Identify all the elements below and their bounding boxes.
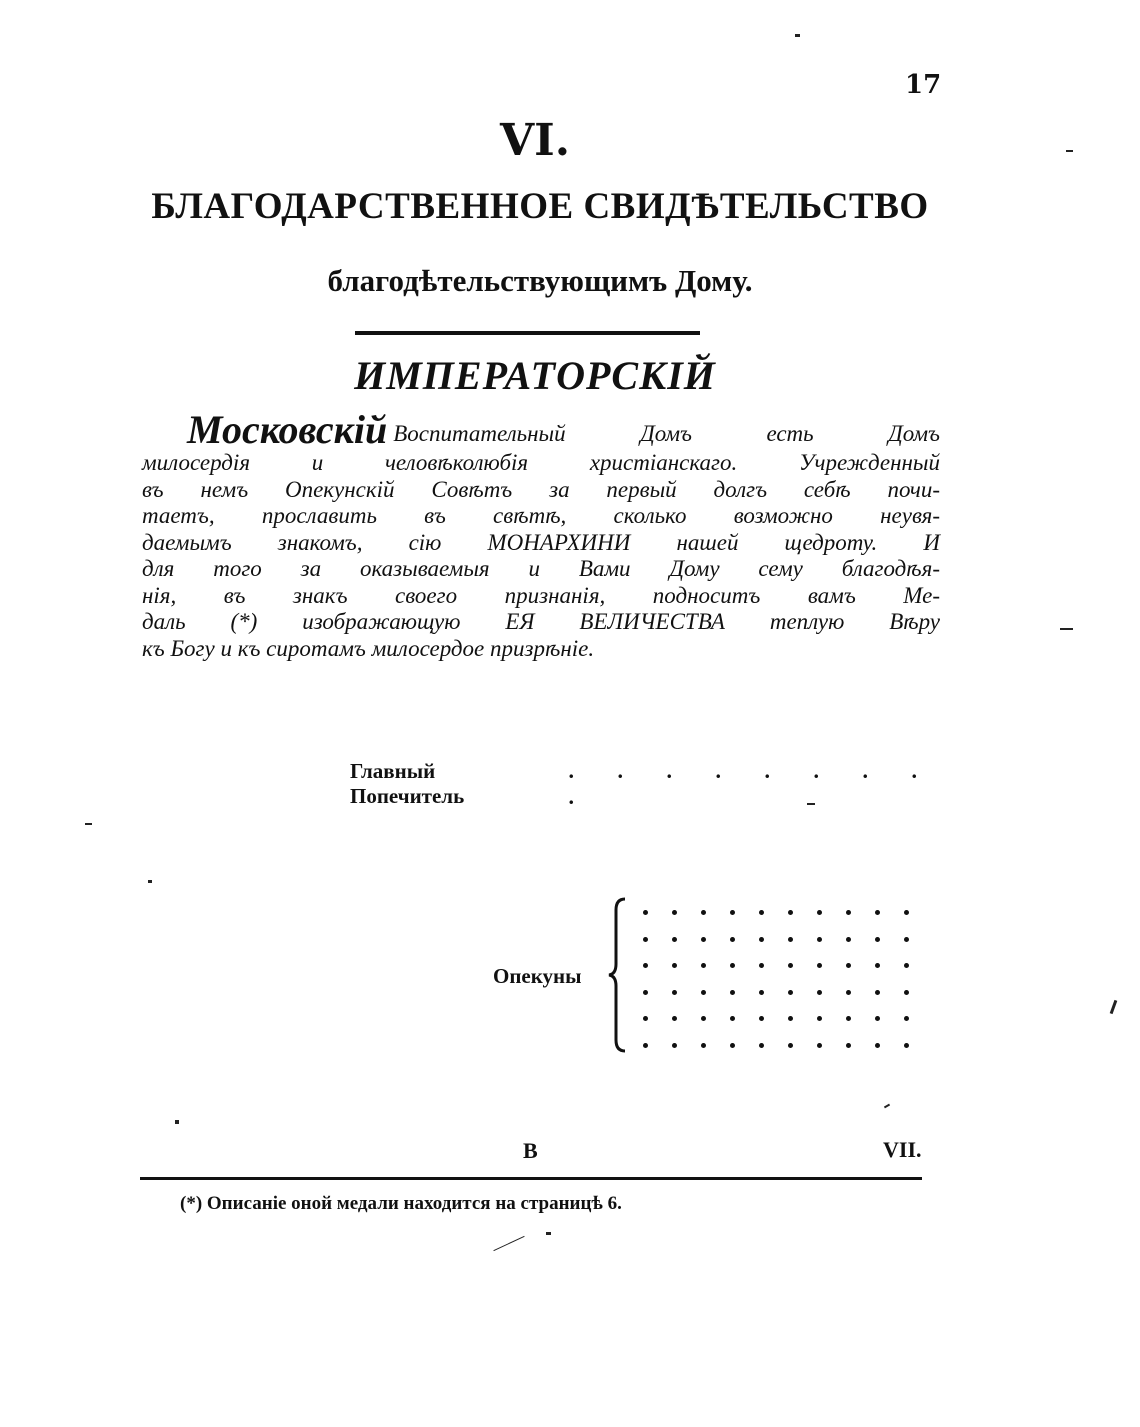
signature-dot <box>846 937 851 942</box>
chapter-numeral: VI. <box>499 115 571 166</box>
scan-speck <box>493 1236 524 1251</box>
signature-dot <box>672 937 677 942</box>
signature-dot <box>672 963 677 968</box>
signature-dot <box>817 937 822 942</box>
signature-dot <box>904 910 909 915</box>
signature-dot <box>759 1016 764 1021</box>
title-divider <box>355 331 700 335</box>
signature-dot <box>817 1043 822 1048</box>
section-heading: ИМПЕРАТОРСКІЙ <box>354 353 716 398</box>
signature-dot <box>672 1043 677 1048</box>
signature-dot <box>904 1043 909 1048</box>
signature-dot <box>875 1016 880 1021</box>
signature-dot <box>846 1043 851 1048</box>
guardians-signature-block <box>493 898 943 1058</box>
signature-dot <box>817 990 822 995</box>
signature-dot <box>846 963 851 968</box>
signature-dot <box>817 910 822 915</box>
scan-speck <box>175 1120 179 1124</box>
signature-dot <box>788 1043 793 1048</box>
signature-dot <box>730 1043 735 1048</box>
signature-dot <box>672 990 677 995</box>
body-line: даемымъ знакомъ, сію МОНАРХИНИ нашей щедроту. И <box>142 529 940 555</box>
signature-dot <box>730 910 735 915</box>
signature-dot <box>643 990 648 995</box>
scan-speck <box>795 34 800 37</box>
page-number: 17 <box>905 70 942 100</box>
signature-dot <box>730 1016 735 1021</box>
signature-dot <box>817 1016 822 1021</box>
curly-brace-icon <box>605 896 629 1054</box>
lead-word: Московскій <box>187 407 388 452</box>
footnote: (*) Описаніе оной медали находится на страницѣ 6. <box>180 1193 622 1214</box>
body-line: милосердія и человѣколюбія христіанскаго. Учрежденный <box>142 450 940 475</box>
body-line: для того за оказываемыя и Вами Дому сему благодѣя- <box>142 556 940 581</box>
scan-speck <box>807 803 815 805</box>
chief-trustee-label: Главный Попечитель <box>350 759 465 808</box>
scan-speck <box>85 823 92 825</box>
signature-dot <box>788 990 793 995</box>
document-subtitle: благодѣтельствующимъ Дому. <box>327 263 753 298</box>
signature-dot <box>730 937 735 942</box>
signature-dot <box>846 1016 851 1021</box>
signature-dot <box>788 963 793 968</box>
signature-dot <box>701 990 706 995</box>
signature-dot <box>643 910 648 915</box>
signature-dot <box>875 963 880 968</box>
signature-dot <box>759 937 764 942</box>
signature-dot <box>788 910 793 915</box>
body-line: даль (*) изображающую ЕЯ ВЕЛИЧЕСТВА теплую Вѣру <box>142 609 940 634</box>
signature-dot <box>759 990 764 995</box>
signature-dot <box>788 1016 793 1021</box>
signature-dot <box>759 910 764 915</box>
scan-speck <box>1060 628 1073 630</box>
signature-dot <box>730 990 735 995</box>
signature-dot <box>875 910 880 915</box>
signature-mark: B <box>523 1138 538 1163</box>
signature-dot <box>817 963 822 968</box>
signature-dot <box>875 937 880 942</box>
signature-dot <box>759 963 764 968</box>
signature-dot <box>643 963 648 968</box>
signature-dot <box>730 963 735 968</box>
signature-dot <box>788 937 793 942</box>
signature-dot <box>875 1043 880 1048</box>
signature-dot <box>759 1043 764 1048</box>
signature-dot <box>643 1016 648 1021</box>
scan-speck <box>884 1104 890 1109</box>
scan-speck <box>1110 1000 1118 1014</box>
signature-dot <box>672 1016 677 1021</box>
signature-dot <box>672 910 677 915</box>
body-paragraph <box>142 407 940 662</box>
scan-speck <box>546 1232 551 1235</box>
body-line: къ Богу и къ сиротамъ милосердое призрѣніе. <box>142 635 595 661</box>
signature-dot <box>904 937 909 942</box>
chief-trustee-signature <box>350 758 940 810</box>
signature-dot <box>701 963 706 968</box>
body-line: въ немъ Опекунскій Совѣтъ за первый долгъ себѣ почи- <box>142 476 940 502</box>
signature-dot <box>701 1016 706 1021</box>
body-line-text: Воспитательный Домъ есть Домъ <box>393 421 940 446</box>
guardians-label: Опекуны <box>493 964 582 988</box>
body-line: нія, въ знакъ своего признанія, подноситъ вамъ Ме- <box>142 582 940 608</box>
signature-dot <box>643 1043 648 1048</box>
document-title: БЛАГОДАРСТВЕННОЕ СВИДѢТЕЛЬСТВО <box>151 186 929 227</box>
signature-dot <box>904 1016 909 1021</box>
scan-speck <box>148 880 152 883</box>
body-line <box>142 407 940 452</box>
footnote-divider <box>140 1177 922 1180</box>
signature-dot <box>701 937 706 942</box>
signature-dot <box>904 963 909 968</box>
signature-dot-grid <box>643 898 933 1057</box>
scan-speck <box>1066 150 1073 152</box>
signature-dot <box>643 937 648 942</box>
signature-dot <box>875 990 880 995</box>
signature-dot <box>701 910 706 915</box>
body-line: таетъ, прославить въ свѣтѣ, сколько возможно неувя- <box>142 503 940 528</box>
signature-dot <box>904 990 909 995</box>
signature-dot <box>701 1043 706 1048</box>
signature-dots: . . . . . . . . . <box>568 758 937 809</box>
signature-dot <box>846 910 851 915</box>
next-section-numeral: VII. <box>883 1137 922 1162</box>
signature-dot <box>846 990 851 995</box>
